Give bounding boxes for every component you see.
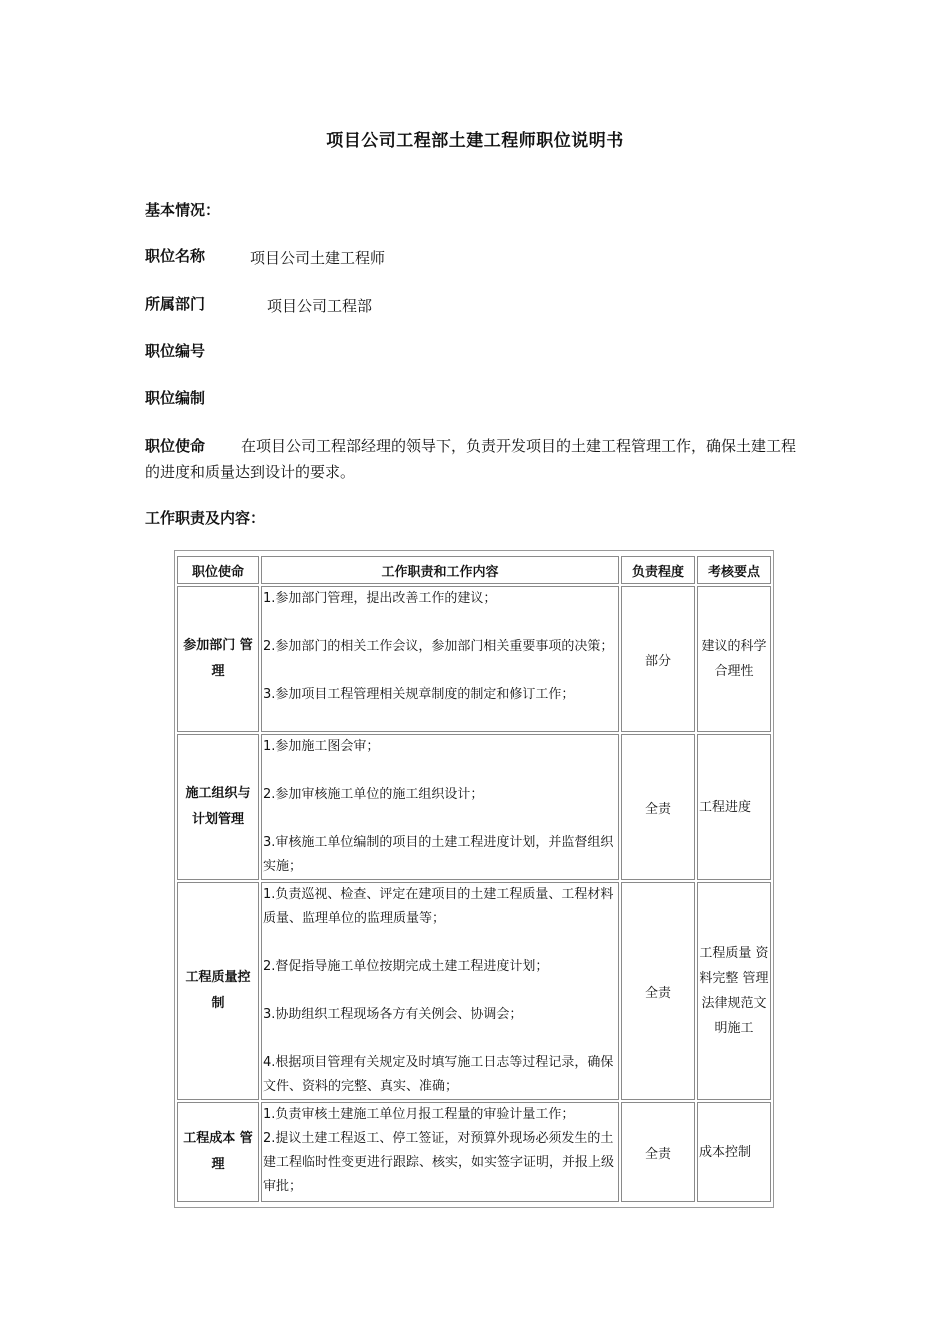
row-2-item-3: 3.审核施工单位编制的项目的土建工程进度计划，并监督组织实施； [263, 835, 614, 874]
table-row-4-mission [177, 1102, 259, 1202]
row-3-item-1: 1.负责巡视、检查、评定在建项目的土建工程质量、工程材料质量、监理单位的监理质量等； [263, 887, 614, 926]
row-1-item-2: 2.参加部门的相关工作会议，参加部门相关重要事项的决策； [263, 639, 614, 654]
row-4-key-text: 成本控制 [699, 1144, 752, 1160]
row-2-key-text: 工程进度 [699, 799, 752, 815]
field-label-position-number: 职位编号 [145, 342, 206, 360]
table-row-3-mission [177, 882, 259, 1100]
table-row-2-key-points [697, 734, 771, 880]
row-1-key-text: 建议的科学合理性 [701, 639, 767, 679]
field-label-position-name: 职位名称 [145, 247, 206, 265]
table-row-1-degree [621, 586, 695, 732]
row-3-mission-text: 工程质量控制 [185, 970, 251, 1011]
field-value-position-name: 项目公司土建工程师 [250, 249, 386, 267]
row-3-item-4: 4.根据项目管理有关规定及时填写施工日志等过程记录，确保文件、资料的完整、真实、准确； [263, 1055, 614, 1094]
table-row-4-key-points [697, 1102, 771, 1202]
table-header-duties: 工作职责和工作内容 [261, 556, 619, 584]
row-4-item-2: 2.提议土建工程返工、停工签证，对预算外现场必须发生的土建工程临时性变更进行跟踪、核实，如实签字证明，并报上级审批； [263, 1131, 615, 1194]
mission-paragraph [145, 433, 810, 485]
row-2-item-2: 2.参加审核施工单位的施工组织设计； [263, 787, 484, 802]
row-4-item-1: 1.负责审核土建施工单位月报工程量的审验计量工作； [263, 1107, 575, 1122]
table-row-3-key-points [697, 882, 771, 1100]
row-4-degree-text: 全责 [644, 1146, 671, 1162]
table-header-key-points: 考核要点 [697, 556, 771, 584]
row-3-item-3: 3.协助组织工程现场各方有关例会、协调会； [263, 1007, 523, 1022]
duties-heading: 工作职责及内容： [145, 509, 266, 527]
table-row-4-degree [621, 1102, 695, 1202]
table-row-1-duties [261, 586, 619, 732]
table-row-1-key-points [697, 586, 771, 732]
row-2-mission-text: 施工组织与计划管理 [185, 786, 251, 827]
field-label-position-quota: 职位编制 [145, 389, 206, 407]
row-3-item-2: 2.督促指导施工单位按期完成土建工程进度计划； [263, 959, 549, 974]
mission-text: 在项目公司工程部经理的领导下，负责开发项目的土建工程管理工作，确保土建工程的进度和质量达到设计的要求。 [145, 437, 797, 481]
row-4-mission-text: 工程成本 管理 [183, 1131, 253, 1172]
table-row-2-mission [177, 734, 259, 880]
table-row-1-mission [177, 586, 259, 732]
row-2-item-1: 1.参加施工图会审； [263, 739, 380, 754]
row-3-degree-text: 全责 [644, 985, 671, 1001]
table-header-mission: 职位使命 [177, 556, 259, 584]
table-row-4-duties [261, 1102, 619, 1202]
table-row-3-degree [621, 882, 695, 1100]
table-header-degree: 负责程度 [621, 556, 695, 584]
row-1-item-1: 1.参加部门管理，提出改善工作的建议； [263, 591, 497, 606]
basic-info-heading: 基本情况： [145, 201, 221, 219]
document-title: 项目公司工程部土建工程师职位说明书 [326, 131, 624, 151]
table-row-2-degree [621, 734, 695, 880]
row-1-degree-text: 部分 [644, 653, 671, 669]
mission-label: 职位使命 [145, 437, 206, 455]
field-value-department: 项目公司工程部 [267, 297, 373, 315]
row-1-mission-text: 参加部门 管理 [183, 638, 253, 679]
field-label-department: 所属部门 [145, 295, 206, 313]
duties-table [174, 550, 774, 1208]
row-3-key-text: 工程质量 资料完整 管理法律规范文明施工 [699, 946, 769, 1036]
table-row-3-duties [261, 882, 619, 1100]
table-row-2-duties [261, 734, 619, 880]
row-1-item-3: 3.参加项目工程管理相关规章制度的制定和修订工作； [263, 687, 575, 702]
row-2-degree-text: 全责 [644, 801, 671, 817]
